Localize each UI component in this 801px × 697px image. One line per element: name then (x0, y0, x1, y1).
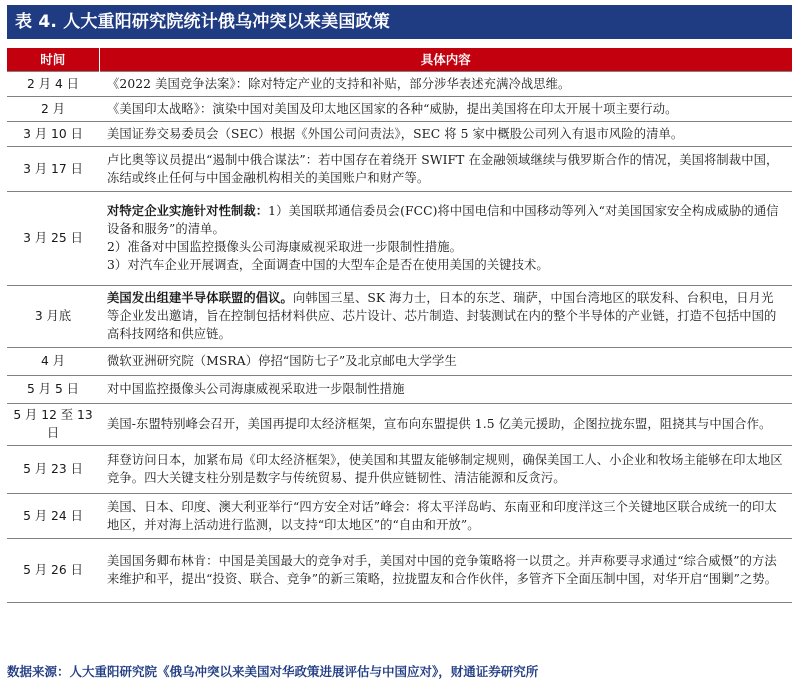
row-content: 美国-东盟特别峰会召开，美国再提印太经济框架，宣布向东盟提供 1.5 亿美元援助，企图拉拢东盟，阻挠其与中国合作。 (99, 403, 792, 445)
row-content-bold: 美国发出组建半导体联盟的倡议。 (107, 291, 293, 305)
row-content-bold: 对特定企业实施针对性制裁： (107, 204, 269, 218)
table-row (7, 347, 792, 375)
row-content-text: 向韩国三星、SK 海力士，日本的东芝、瑞萨，中国台湾地区的联发科、台积电，日月光等企业发出邀请，旨在控制包括材料供应、芯片设计、芯片制造、封装测试在内的整个半导体的产业链，打造不包括中国的高科技网络和供应链。 (107, 291, 777, 341)
row-time: 5 月 23 日 (7, 445, 99, 493)
row-content (99, 285, 792, 347)
row-content: 美国证券交易委员会（SEC）根据《外国公司问责法》，SEC 将 5 家中概股公司列入有退市风险的清单。 (99, 121, 792, 146)
row-time: 3 月 17 日 (7, 146, 99, 191)
table-title: 表 4. 人大重阳研究院统计俄乌冲突以来美国政策 (7, 5, 792, 39)
row-time: 5 月 26 日 (7, 538, 99, 602)
row-time: 2 月 4 日 (7, 71, 99, 96)
table-row (7, 538, 792, 602)
row-content-text: 1）美国联邦通信委员会(FCC)将中国电信和中国移动等列入“对美国国家安全构成威胁的通信设备和服务”的清单。 (107, 204, 779, 236)
row-content-text-3: 3）对汽车企业开展调查，全面调查中国的大型车企是否在使用美国的关键技术。 (107, 258, 549, 272)
policy-table (7, 48, 792, 603)
table-row (7, 285, 792, 347)
row-content: 卢比奥等议员提出“遏制中俄合谋法”：若中国存在着绕开 SWIFT 在金融领域继续与俄罗斯合作的情况，美国将制裁中国，冻结或终止任何与中国金融机构相关的美国账户和财产等。 (99, 146, 792, 191)
table-row (7, 146, 792, 191)
table-row (7, 71, 792, 96)
row-content: 微软亚洲研究院（MSRA）停招“国防七子”及北京邮电大学学生 (99, 347, 792, 375)
source-note: 数据来源：人大重阳研究院《俄乌冲突以来美国对华政策进展评估与中国应对》，财通证券研究所 (7, 664, 539, 679)
table-row (7, 375, 792, 403)
row-content: 《美国印太战略》：演染中国对美国及印太地区国家的各种“威胁，提出美国将在印太开展十项主要行动。 (99, 96, 792, 121)
table-header-row (7, 48, 792, 71)
row-content-text-2: 2）准备对中国监控摄像头公司海康威视采取进一步限制性措施。 (107, 240, 463, 254)
table-row (7, 445, 792, 493)
row-content: 美国国务卿布林肯：中国是美国最大的竞争对手，美国对中国的竞争策略将一以贯之。并声称要寻求通过“综合威慑”的方法来维护和平，提出“投资、联合、竞争”的新三策略，拉拢盟友和合作伙伴，多管齐下全面压制中国，对华开启“围剿”之势。 (99, 538, 792, 602)
row-time: 2 月 (7, 96, 99, 121)
row-time: 3 月 10 日 (7, 121, 99, 146)
row-content: 美国、日本、印度、澳大利亚举行“四方安全对话”峰会：将太平洋岛屿、东南亚和印度洋这三个关键地区联合成统一的印太地区，并对海上活动进行监测，以支持“印太地区”的“自由和开放”。 (99, 493, 792, 538)
table-row (7, 191, 792, 285)
row-time: 3 月 25 日 (7, 191, 99, 285)
header-content: 具体内容 (99, 48, 792, 71)
row-time: 5 月 5 日 (7, 375, 99, 403)
row-content: 对中国监控摄像头公司海康威视采取进一步限制性措施 (99, 375, 792, 403)
row-content: 拜登访问日本，加紧布局《印太经济框架》，使美国和其盟友能够制定规则，确保美国工人、小企业和牧场主能够在印太地区竞争。四大关键支柱分别是数字与传统贸易、提升供应链韧性、清洁能源和反贪污。 (99, 445, 792, 493)
row-time: 5 月 24 日 (7, 493, 99, 538)
table-row (7, 121, 792, 146)
table-row (7, 493, 792, 538)
row-time: 3 月底 (7, 285, 99, 347)
table-row (7, 96, 792, 121)
header-time: 时间 (7, 48, 99, 71)
row-content: 《2022 美国竞争法案》：除对特定产业的支持和补贴，部分涉华表述充满冷战思维。 (99, 71, 792, 96)
row-content (99, 191, 792, 285)
row-time: 4 月 (7, 347, 99, 375)
table-row (7, 403, 792, 445)
row-time: 5 月 12 至 13 日 (7, 403, 99, 445)
